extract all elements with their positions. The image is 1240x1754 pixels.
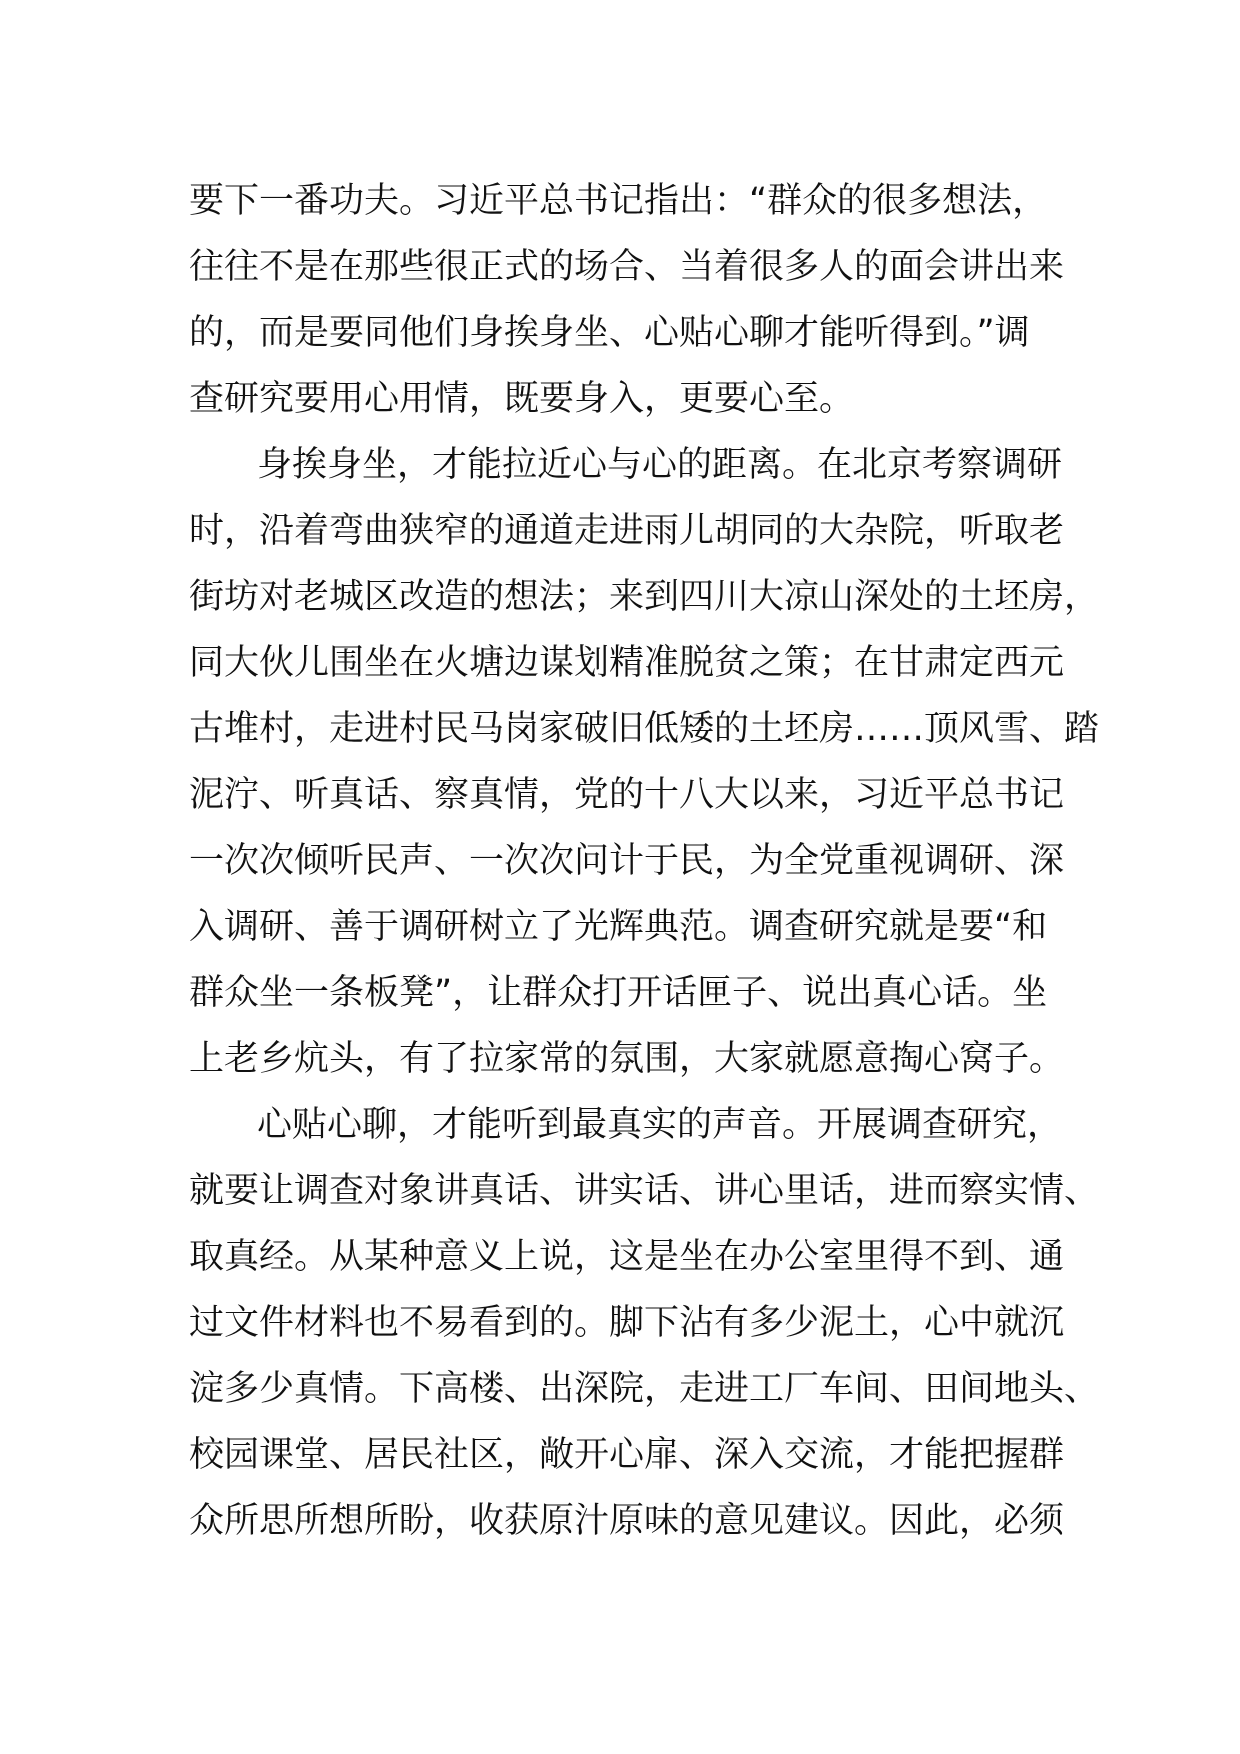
text-line: 就要让调查对象讲真话、讲实话、讲心里话，进而察实情、	[189, 1171, 1100, 1211]
text-line: 淀多少真情。下高楼、出深院，走进工厂车间、田间地头、	[189, 1369, 1100, 1409]
body-text	[189, 168, 1100, 1554]
text-line: 众所思所想所盼，收获原汁原味的意见建议。因此，必须	[189, 1501, 1065, 1541]
text-line: 取真经。从某种意义上说，这是坐在办公室里得不到、通	[189, 1237, 1065, 1277]
text-line: 过文件材料也不易看到的。脚下沾有多少泥土，心中就沉	[189, 1303, 1065, 1343]
text-line: 古堆村，走进村民马岗家破旧低矮的土坯房……顶风雪、踏	[189, 709, 1100, 749]
text-line: 查研究要用心用情，既要身入，更要心至。	[189, 379, 855, 419]
text-line: 要下一番功夫。习近平总书记指出：“群众的很多想法，	[189, 181, 1048, 221]
paragraph-3	[189, 1092, 1100, 1554]
text-line: 入调研、善于调研树立了光辉典范。调查研究就是要“和	[189, 907, 1048, 947]
paragraph-1	[189, 168, 1065, 432]
text-line: 街坊对老城区改造的想法；来到四川大凉山深处的土坯房，	[189, 577, 1100, 617]
text-line: 心贴心聊，才能听到最真实的声音。开展调查研究，	[257, 1105, 1063, 1145]
text-line: 同大伙儿围坐在火塘边谋划精准脱贫之策；在甘肃定西元	[189, 643, 1065, 683]
paragraph-2	[189, 432, 1100, 1092]
text-line: 校园课堂、居民社区，敞开心扉、深入交流，才能把握群	[189, 1435, 1065, 1475]
text-line: 一次次倾听民声、一次次问计于民，为全党重视调研、深	[189, 841, 1065, 881]
text-line: 往往不是在那些很正式的场合、当着很多人的面会讲出来	[189, 247, 1065, 287]
text-line: 时，沿着弯曲狭窄的通道走进雨儿胡同的大杂院，听取老	[189, 511, 1065, 551]
text-line: 泥泞、听真话、察真情，党的十八大以来，习近平总书记	[189, 775, 1065, 815]
text-line: 上老乡炕头，有了拉家常的氛围，大家就愿意掏心窝子。	[189, 1039, 1065, 1079]
text-line: 身挨身坐，才能拉近心与心的距离。在北京考察调研	[257, 445, 1063, 485]
text-line: 群众坐一条板凳”，让群众打开话匣子、说出真心话。坐	[189, 973, 1048, 1013]
text-line: 的，而是要同他们身挨身坐、心贴心聊才能听得到。”调	[189, 313, 1030, 353]
